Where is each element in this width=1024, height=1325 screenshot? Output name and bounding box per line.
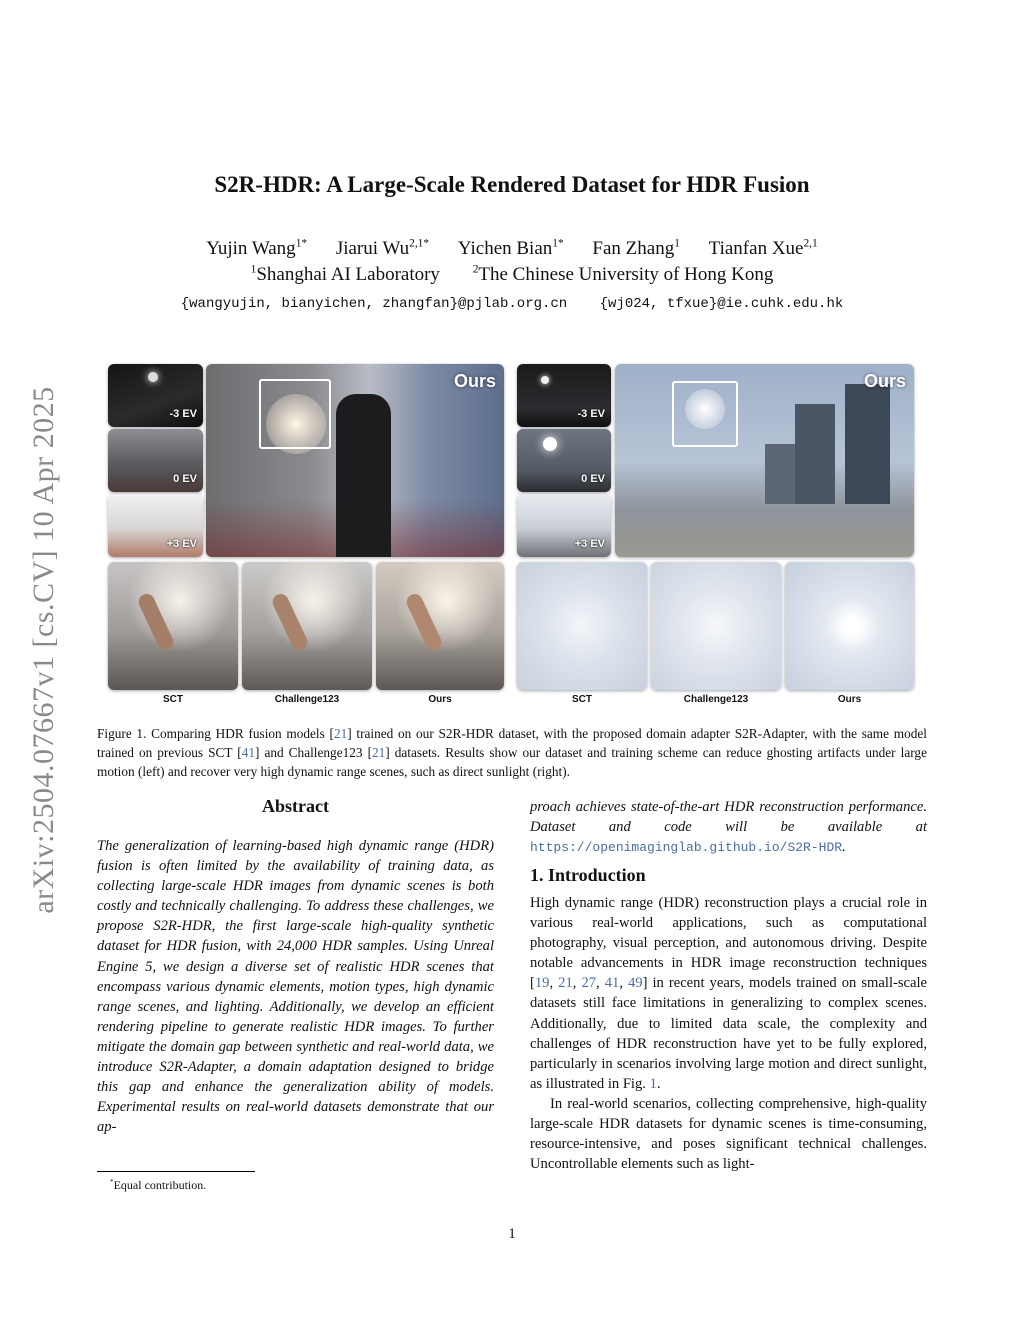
intro-paragraph: In real-world scenarios, collecting comprehensive, high-quality large-scale HDR datasets for dynamic scenes is time-consuming, resource-intensive, and poses significant technical challenges. Uncontrollable elements such as light- bbox=[530, 1095, 927, 1173]
left-exposure-low bbox=[108, 364, 203, 427]
email: {wj024, tfxue}@ie.cuhk.edu.hk bbox=[599, 296, 844, 312]
affiliation: $^2$The Chinese University of Hong Kong bbox=[472, 264, 774, 286]
exposure-label: 0 EV bbox=[173, 473, 197, 485]
citation-link[interactable]: 41 bbox=[604, 975, 620, 992]
method-label: Challenge123 bbox=[683, 694, 749, 705]
exposure-label: +3 EV bbox=[166, 538, 197, 550]
right-crop-sct bbox=[517, 562, 647, 690]
citation-link[interactable]: 41 bbox=[241, 745, 255, 760]
author: Fan Zhang$^1$ bbox=[592, 238, 680, 260]
footnote-rule bbox=[97, 1171, 255, 1172]
author: Yichen Bian$^{1*}$ bbox=[457, 238, 564, 260]
method-label: Challenge123 bbox=[274, 694, 340, 705]
method-label: SCT bbox=[572, 694, 592, 705]
left-exposure-mid bbox=[108, 429, 203, 492]
citation-link[interactable]: 21 bbox=[558, 975, 573, 992]
right-exposure-low bbox=[517, 364, 611, 427]
introduction-body bbox=[530, 893, 927, 1174]
ours-label: Ours bbox=[863, 371, 906, 391]
abstract-heading: Abstract bbox=[262, 796, 329, 816]
dataset-url-link[interactable]: https://openimaginglab.github.io/S2R-HDR bbox=[530, 840, 843, 856]
abstract-continued: proach achieves state-of-the-art HDR reconstruction performance. Dataset and code will be available at https://openimaginglab.github.io/S2R-HDR. bbox=[530, 799, 927, 856]
method-label: Ours bbox=[837, 694, 862, 705]
affiliation: $^1$Shanghai AI Laboratory bbox=[250, 264, 440, 286]
footnote: *Equal contribution. bbox=[110, 1178, 207, 1192]
exposure-label: 0 EV bbox=[581, 473, 605, 485]
left-crop-sct bbox=[108, 562, 238, 690]
method-label: SCT bbox=[163, 694, 183, 705]
left-exposure-high bbox=[108, 494, 203, 557]
left-crop-ours bbox=[376, 562, 504, 690]
exposure-label: -3 EV bbox=[169, 408, 197, 420]
paper-title: S2R-HDR: A Large-Scale Rendered Dataset for HDR Fusion bbox=[214, 172, 810, 197]
figure-caption: Figure 1. Comparing HDR fusion models [21] trained on our S2R-HDR dataset, with the proposed domain adapter S2R-Adapter, with the same model trained on previous SCT [41] and Challenge123 [21] datasets. Results show our dataset and training scheme can reduce ghosting artifacts under large motion (left) and recover very high dynamic range scenes, such as direct sunlight (right). bbox=[97, 726, 927, 779]
exposure-label: -3 EV bbox=[577, 408, 605, 420]
author: Tianfan Xue$^{2,1}$ bbox=[708, 238, 818, 260]
email-list bbox=[0, 296, 1024, 312]
left-crop-challenge123 bbox=[242, 562, 372, 690]
ours-label: Ours bbox=[453, 371, 496, 391]
author: Jiarui $Wu^{2,1*}$ bbox=[335, 238, 430, 260]
figure-ref-link[interactable]: 1 bbox=[649, 1075, 657, 1092]
exposure-label: +3 EV bbox=[574, 538, 605, 550]
right-exposure-mid bbox=[517, 429, 611, 492]
right-crop-challenge123 bbox=[651, 562, 781, 690]
citation-link[interactable]: 19 bbox=[534, 975, 550, 992]
method-label: Ours bbox=[428, 694, 452, 705]
introduction-heading: 1. Introduction bbox=[530, 865, 646, 885]
citation-link[interactable]: 21 bbox=[372, 745, 386, 760]
email: {wangyujin, bianyichen, zhangfan}@pjlab.org.cn bbox=[180, 296, 568, 312]
citation-link[interactable]: 27 bbox=[581, 975, 597, 992]
right-crop-ours bbox=[785, 562, 914, 690]
right-exposure-high bbox=[517, 494, 611, 557]
left-result-image bbox=[206, 364, 504, 557]
intro-paragraph: High dynamic range (HDR) reconstruction plays a crucial role in various real-world applications, such as computational photography, visual perception, and autonomous driving. Despite notable advancements in HDR image reconstruction techniques [19, 21, 27, 41, 49] in recent years, models trained on small-scale datasets still face limitations in generalizing to complex scenes. Additionally, due to limited data scale, the complexity and challenges of HDR reconstruction have yet to be fully explored, particularly in scenarios involving large motion and direct sunlight, as illustrated in Fig. 1. bbox=[530, 895, 928, 1092]
author-list bbox=[0, 238, 1024, 260]
author: Yujin Wang$^{1*}$ bbox=[206, 238, 308, 260]
citation-link[interactable]: 49 bbox=[628, 975, 643, 992]
page-number: 1 bbox=[508, 1226, 516, 1242]
abstract-text: The generalization of learning-based high dynamic range (HDR) fusion is often limited by the availability of training data, as collecting large-scale HDR images from dynamic scenes is both costly and technically challenging. To address these challenges, we propose S2R-HDR, the first large-scale high-quality synthetic dataset for HDR fusion, with 24,000 HDR samples. Using Unreal Engine 5, we design a diverse set of realistic HDR scenes that encompass various dynamic elements, motion types, high dynamic range scenes, and lighting. Additionally, we develop an efficient rendering pipeline to generate realistic HDR images. To further mitigate the domain gap between synthetic and real-world data, we introduce S2R-Adapter, a domain adaptation designed to bridge this gap and enhance the generalization ability of models. Experimental results on real-world datasets demonstrate that our ap- bbox=[97, 838, 494, 1136]
citation-link[interactable]: 21 bbox=[333, 726, 348, 741]
arxiv-stamp: arXiv:2504.07667v1 [cs.CV] 10 Apr 2025 bbox=[27, 386, 60, 914]
right-result-image bbox=[615, 364, 914, 557]
affiliations bbox=[0, 264, 1024, 286]
